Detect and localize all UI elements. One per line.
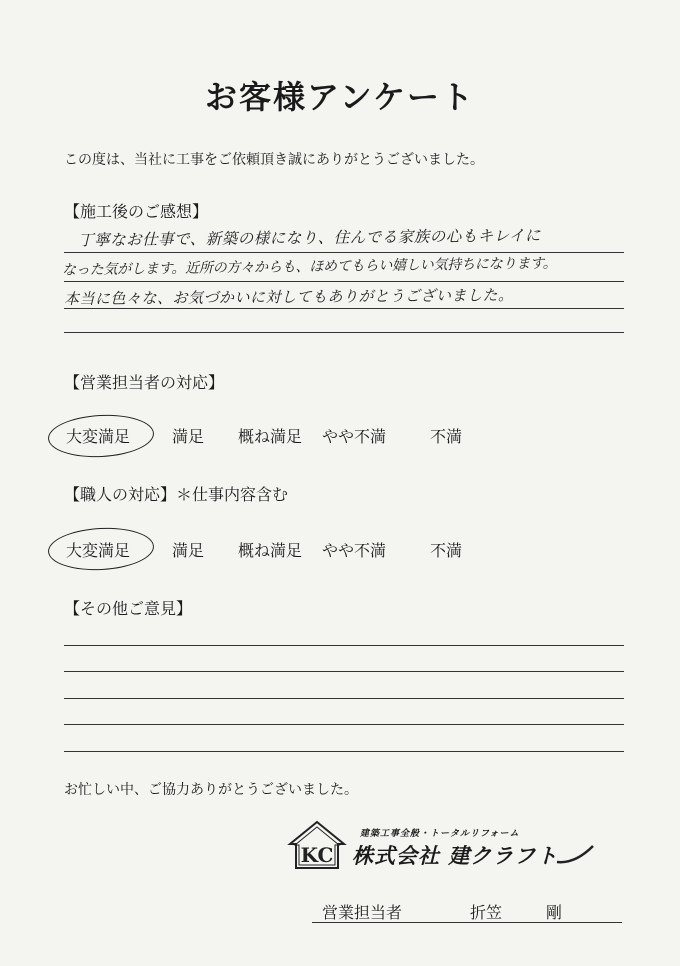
sales-option-satisfied: 満足 — [172, 427, 205, 446]
sales-option-somewhat-dissatisfied: やや不満 — [322, 427, 387, 446]
impression-line-2: なった気がします。近所の方々からも、ほめてもらい嬉しい気持ちになります。 — [61, 255, 557, 279]
rep-surname: 折笠 — [470, 903, 503, 922]
sales-heading: 【営業担当者の対応】 — [64, 373, 225, 392]
page-title: お客様アンケート — [204, 78, 476, 116]
writing-line — [64, 281, 624, 282]
rep-label: 営業担当者 — [322, 903, 403, 922]
craftsman-option-mostly-satisfied: 概ね満足 — [238, 541, 303, 560]
writing-line — [64, 724, 624, 725]
logo-swoosh-icon — [555, 842, 595, 866]
logo-mark-text: KC — [300, 843, 334, 867]
other-heading: 【その他ご意見】 — [64, 599, 193, 618]
writing-line — [64, 308, 624, 309]
house-icon — [286, 818, 348, 872]
writing-line — [64, 671, 624, 672]
craftsman-option-very-satisfied: 大変満足 — [66, 541, 131, 560]
signature-line — [312, 922, 622, 923]
impression-line-3: 本当に色々な、お気づかいに対してもありがとうございました。 — [63, 286, 514, 308]
sales-option-dissatisfied: 不満 — [430, 427, 463, 446]
impression-heading: 【施工後のご感想】 — [64, 202, 209, 221]
intro-text: この度は、当社に工事をご依頼頂き誠にありがとうございました。 — [64, 152, 484, 168]
writing-line — [64, 332, 624, 333]
impression-line-1: 丁寧なお仕事で、新築の様になり、住んでる家族の心もキレイに — [77, 226, 541, 250]
closing-text: お忙しい中、ご協力ありがとうございました。 — [64, 782, 358, 798]
company-logo-mark — [286, 818, 348, 872]
craftsman-option-somewhat-dissatisfied: やや不満 — [322, 541, 387, 560]
rep-given-name: 剛 — [546, 903, 563, 922]
writing-line — [64, 751, 624, 752]
craftsman-option-dissatisfied: 不満 — [430, 541, 463, 560]
company-name: 株式会社 建クラフト — [352, 844, 559, 868]
company-tagline: 建築工事全般・トータルリフォーム — [360, 829, 520, 839]
craftsman-option-satisfied: 満足 — [172, 541, 205, 560]
sales-option-mostly-satisfied: 概ね満足 — [238, 427, 303, 446]
writing-line — [64, 645, 624, 646]
sales-option-very-satisfied: 大変満足 — [66, 427, 131, 446]
craftsman-heading: 【職人の対応】＊仕事内容含む — [64, 485, 289, 504]
writing-line — [64, 698, 624, 699]
